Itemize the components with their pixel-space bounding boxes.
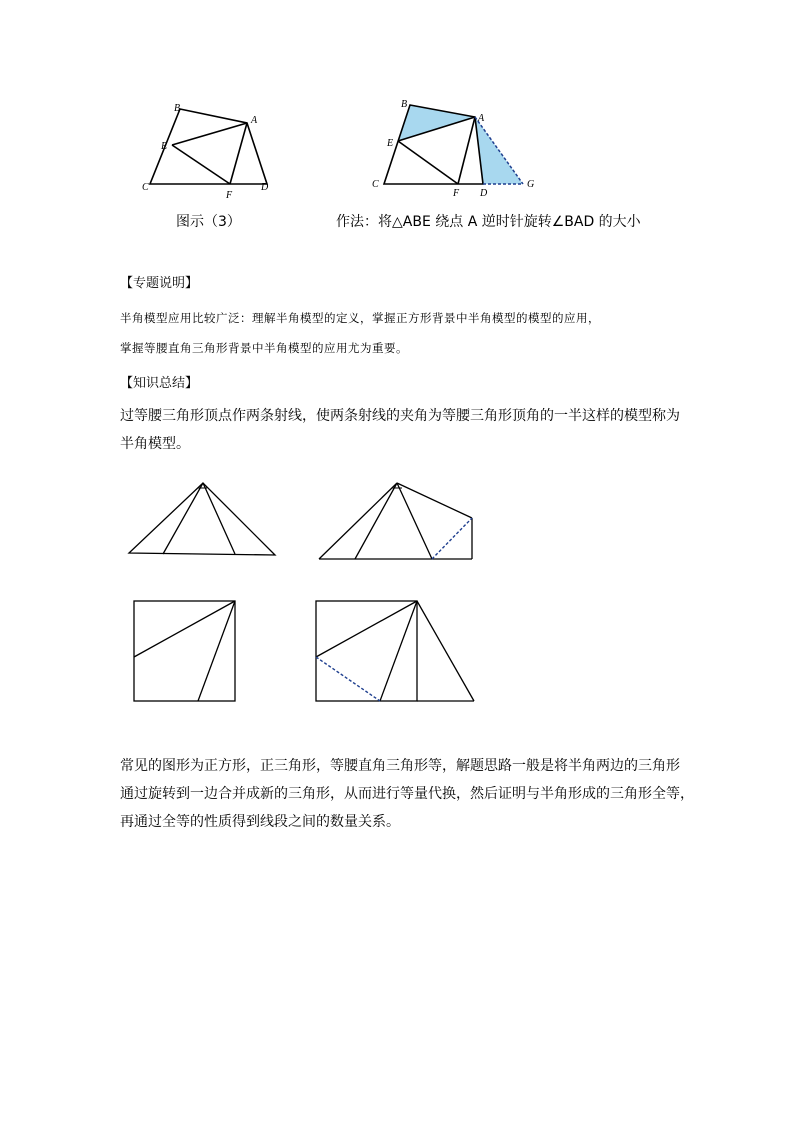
conclusion-line-3: 再通过全等的性质得到线段之间的数量关系。: [120, 814, 400, 830]
topic-heading: 【专题说明】: [120, 276, 199, 291]
dashed-line: [316, 657, 380, 701]
label-b: B: [174, 103, 181, 114]
label-c: C: [372, 179, 379, 190]
summary-line-1: 过等腰三角形顶点作两条射线，使两条射线的夹角为等腰三角形顶角的一半这样的模型称为: [120, 408, 680, 424]
rotation-caption: 作法：将△ABE 绕点 A 逆时针旋转∠BAD 的大小: [336, 214, 641, 230]
dashed-line: [432, 518, 472, 559]
label-c: C: [142, 182, 149, 193]
label-e: E: [161, 141, 168, 152]
label-d: D: [480, 188, 488, 199]
summary-line-2: 半角模型。: [120, 436, 190, 452]
figure-3-diagram: [140, 95, 280, 205]
label-g: G: [527, 179, 535, 190]
conclusion-body: [120, 752, 700, 836]
topic-line-1: 半角模型应用比较广泛：理解半角模型的定义，掌握正方形背景中半角模型的模型的应用，: [120, 311, 600, 325]
topic-body: [120, 303, 690, 363]
isosceles-rotation-diagram: [315, 478, 480, 563]
isosceles-half-angle-diagram: [125, 478, 280, 563]
rotation-diagram: [370, 95, 550, 205]
square-rotation-diagram: [312, 597, 480, 705]
label-e: E: [387, 138, 394, 149]
label-a: A: [251, 115, 258, 126]
figure-3-caption: 图示（3）: [176, 214, 241, 230]
conclusion-line-2: 通过旋转到一边合并成新的三角形，从而进行等量代换，然后证明与半角形成的三角形全等，: [120, 786, 694, 802]
label-a: A: [478, 113, 485, 124]
conclusion-line-1: 常见的图形为正方形，正三角形，等腰直角三角形等，解题思路一般是将半角两边的三角形: [120, 758, 680, 774]
label-d: D: [261, 182, 269, 193]
summary-body: [120, 402, 690, 458]
topic-line-2: 掌握等腰直角三角形背景中半角模型的应用尤为重要。: [120, 341, 408, 355]
square-half-angle-diagram: [130, 597, 240, 705]
label-b: B: [401, 99, 408, 110]
summary-heading: 【知识总结】: [120, 376, 199, 391]
label-f: F: [226, 190, 233, 201]
label-f: F: [453, 188, 460, 199]
